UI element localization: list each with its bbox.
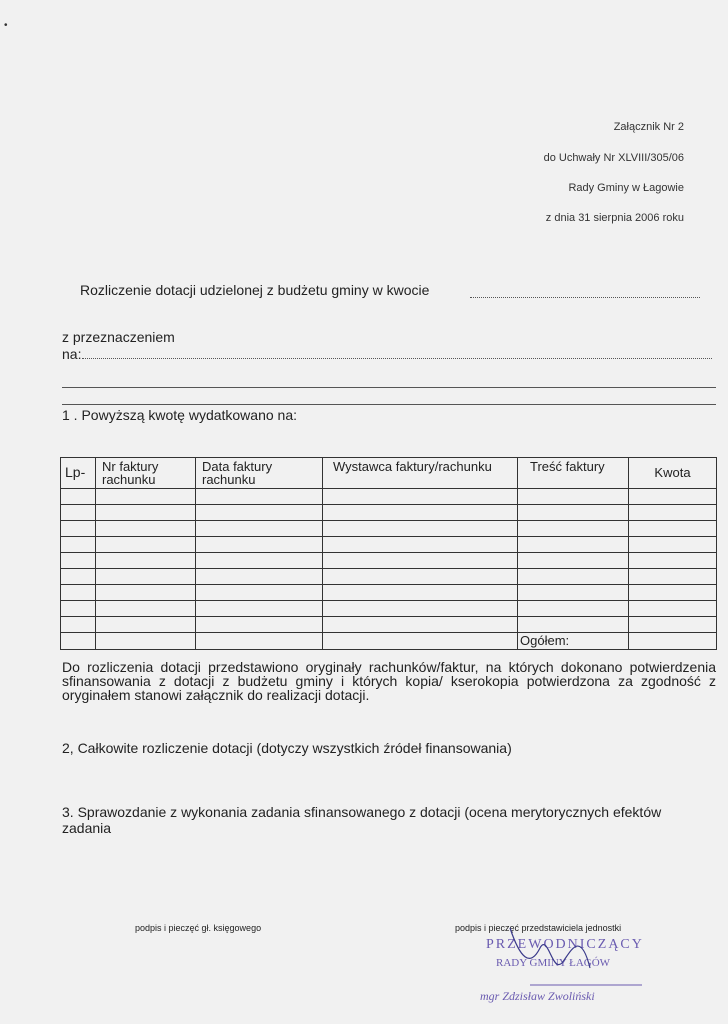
header-content: Treść faktury	[518, 458, 629, 489]
settlement-paragraph: Do rozliczenia dotacji przedstawiono oryginały rachunków/faktur, na których dokonano potwierdzenia sfinansowania z dotacji z budżetu gminy i których kopia/ kserokopia potwierdzona za zgodność z oryginałem stanowi załącznik do realizacji dotacji.	[62, 659, 716, 703]
header-issuer: Wystawca faktury/rachunku	[323, 458, 518, 489]
header-invoice-date: Data faktury rachunku	[196, 458, 323, 489]
purpose-line	[62, 387, 716, 388]
table-row	[61, 537, 717, 553]
resolution-number: do Uchwały Nr XLVIII/305/06	[543, 152, 684, 164]
official-stamp	[470, 918, 670, 1008]
resolution-date: z dnia 31 sierpnia 2006 roku	[545, 212, 684, 224]
stamp-line-1: PRZEWODNICZĄCY	[486, 937, 644, 952]
purpose-label: z przeznaczeniem	[62, 329, 175, 345]
table-row	[61, 489, 717, 505]
table-row	[61, 505, 717, 521]
stamp-line-2: RADY GMINY ŁAGÓW	[496, 957, 611, 969]
stamp-line-3: mgr Zdzisław Zwoliński	[480, 989, 595, 1003]
table-row	[61, 601, 717, 617]
table-row	[61, 521, 717, 537]
table-row	[61, 569, 717, 585]
representative-signature-label: podpis i pieczęć przedstawiciela jednostki	[455, 923, 622, 933]
section-3-heading: 3. Sprawozdanie z wykonania zadania sfinansowanego z dotacji (ocena merytorycznych efektów zadania	[62, 804, 662, 836]
section-1-heading: 1 . Powyższą kwotę wydatkowano na:	[62, 407, 298, 423]
purpose-line-2	[62, 404, 716, 405]
purpose-field[interactable]	[82, 346, 712, 359]
section-2-heading: 2, Całkowite rozliczenie dotacji (dotyczy wszystkich źródeł finansowania)	[62, 740, 512, 756]
total-row	[61, 633, 717, 650]
total-amount-cell[interactable]	[629, 633, 717, 650]
table-row	[61, 585, 717, 601]
annex-number: Załącznik Nr 2	[613, 121, 684, 133]
table-header-row	[61, 458, 717, 489]
header-invoice-number: Nr faktury rachunku	[96, 458, 196, 489]
header-amount: Kwota	[629, 458, 717, 489]
amount-field[interactable]	[470, 285, 700, 298]
council-name: Rady Gminy w Łagowie	[568, 182, 684, 194]
accountant-signature-label: podpis i pieczęć gł. księgowego	[135, 923, 262, 933]
purpose-na-label: na:	[62, 346, 82, 362]
scan-speck: •	[4, 20, 8, 31]
header-lp: Lp-	[61, 458, 96, 489]
table-row	[61, 617, 717, 633]
document-title: Rozliczenie dotacji udzielonej z budżetu gminy w kwocie	[80, 282, 430, 298]
table-row	[61, 553, 717, 569]
total-label: Ogółem:	[520, 633, 570, 648]
expense-table	[60, 457, 717, 650]
